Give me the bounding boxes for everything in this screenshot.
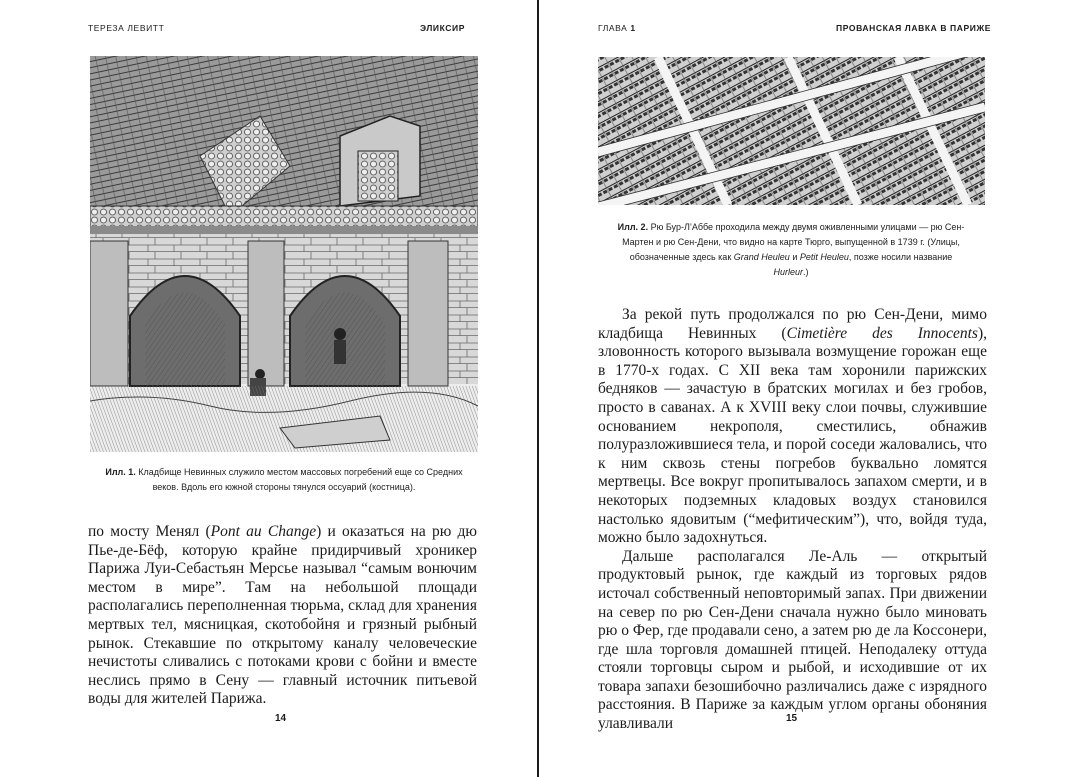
caption-text: Кладбище Невинных служило местом массовых погребений еще со Средних веков. Вдоль его южной стороны тянулся оссуарий (костница). [135, 467, 463, 492]
engraving-image [90, 56, 478, 452]
right-page [539, 0, 1075, 777]
body-text-right [598, 306, 987, 734]
illustration-turgot-map [598, 57, 985, 205]
page-number-right: 15 [786, 713, 798, 724]
page-number-left: 14 [275, 713, 287, 724]
caption-label: Илл. 2. [617, 222, 649, 232]
illustration-cemetery [90, 56, 478, 452]
caption-label: Илл. 1. [105, 467, 136, 477]
paragraph: по мосту Менял (Pont au Change) и оказаться на рю дю Пье-де-Бёф, которую крайне придирчивый хроникер Парижа Луи-Себастьян Мерсье называл “самым вонючим местом в мире”. Там на небольшой площади располагались переполненная тюрьма, склад для хранения мертвых тел, мясницкая, скотобойня и грязный рыбный рынок. Стекавшие по открытому каналу человеческие нечистоты сливались с потоками крови с бойни и вместе неслись прямо в Сену — главный источник питьевой воды для жителей Парижа. [88, 523, 477, 708]
paragraph: За рекой путь продолжался по рю Сен-Дени, мимо кладбища Невинных (Cimetière des Innocents), зловонность которого вызывала возмущение горожан еще в 1770-х годах. С XII века там хоронили парижских бедняков — зачастую в братских могилах и без гробов, просто в саванах. А к XVIII веку слои почвы, служившие основанием некрополя, сместились, обнажив полуразложившиеся тела, и порой соседи жаловались, что к ним сквозь стены погребов буквально ломятся мертвецы. Все вокруг пропитывалось запахом смерти, и в некоторых подземных кладовых воздух становился настолько ядовитым (“мефитическим”), что, войдя туда, можно было задохнуться. [598, 306, 987, 547]
running-header-title: ЭЛИКСИР [420, 23, 465, 33]
running-header-author: ТЕРЕЗА ЛЕВИТТ [88, 23, 165, 33]
paragraph: Дальше располагался Ле-Аль — открытый продуктовый рынок, где каждый из торговых рядов источал собственный неповторимый запах. При движении на север по рю Сен-Дени сначала нужно было миновать рю о Фер, где продавали сено, а затем рю де ла Коссонери, где шла торговля домашней птицей. Неподалеку оттуда стояли торговцы сыром и рыбой, и исходившие от их товара запахи безошибочно различались даже с изрядного расстояния. В Париже за каждым углом органы обоняния улавливали [598, 547, 987, 733]
left-page [0, 0, 537, 777]
body-text-left [88, 523, 477, 709]
map-image [598, 57, 985, 205]
running-header-chapter: ГЛАВА 1 [598, 23, 636, 33]
figure-caption-2: Илл. 2. Рю Бур-Л’Аббе проходила между двумя оживленными улицами — рю Сен-Мартен и рю Сен-Дени, что видно на карте Тюрго, выпущенной в 1739 г. (Улицы, обозначенные здесь как Grand Heuleu и Petit Heuleu, позже носили название Hurleur.) [617, 222, 965, 277]
figure-caption-1 [92, 465, 476, 495]
running-header-title: ПРОВАНСКАЯ ЛАВКА В ПАРИЖЕ [836, 23, 992, 33]
